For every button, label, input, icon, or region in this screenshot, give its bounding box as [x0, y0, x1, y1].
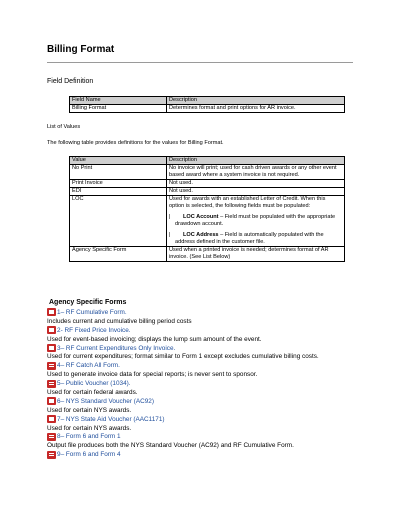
form-description: Used to generate invoice data for special reports; is never sent to sponsor. — [47, 371, 258, 379]
form-link-text: – RF Catch All Form. — [60, 362, 120, 370]
form-link-text: – NYS State Aid Voucher (AAC1171) — [60, 415, 165, 423]
pdf-icon — [47, 451, 56, 459]
loc-account-term: LOC Account — [183, 213, 219, 220]
form-description: Used for certain federal awards. — [47, 389, 138, 397]
description-cell: Used when a printed invoice is needed; determines format of AR invoice. (See List Below) — [167, 246, 345, 261]
value-cell: No Print — [70, 164, 167, 179]
table-row — [70, 195, 345, 246]
form-link-2[interactable] — [47, 326, 377, 335]
form-number: 2 — [57, 326, 61, 334]
bullet-marker: | — [169, 213, 171, 220]
form-link-3[interactable] — [47, 344, 377, 353]
form-number: 5 — [57, 380, 61, 388]
table-row — [70, 164, 345, 179]
column-header-description: Description — [167, 97, 345, 105]
form-link-text: - RF Fixed Price Invoice. — [60, 326, 131, 334]
form-link-6[interactable] — [47, 397, 377, 406]
values-table — [69, 156, 345, 262]
form-number: 3 — [57, 344, 61, 352]
description-cell: Not used. — [167, 179, 345, 187]
form-link-text: – RF Current Expenditures Only Invoice. — [60, 344, 176, 352]
table-row — [70, 179, 345, 187]
pdf-icon — [47, 344, 56, 352]
form-description: Output file produces both the NYS Standard Voucher (AC92) and RF Cumulative Form. — [47, 442, 294, 450]
form-link-text: – NYS Standard Voucher (AC92) — [60, 397, 154, 405]
pdf-icon — [47, 433, 56, 441]
loc-address-text: – Field is automatically populated with the address defined in the customer file. — [175, 231, 324, 245]
description-cell — [167, 195, 345, 246]
form-link-1[interactable] — [47, 308, 377, 317]
form-link-7[interactable] — [47, 415, 377, 424]
form-description: Includes current and cumulative billing period costs — [47, 317, 192, 325]
table-row — [70, 187, 345, 195]
form-link-text: – Public Voucher (1034). — [60, 380, 131, 388]
loc-address-term: LOC Address — [183, 231, 219, 238]
form-link-text: – RF Cumulative Form. — [60, 308, 127, 316]
pdf-icon — [47, 415, 56, 423]
agency-forms-section — [47, 298, 377, 459]
form-number: 1 — [57, 308, 61, 316]
pdf-icon — [47, 397, 56, 405]
form-description: Used for certain NYS awards. — [47, 406, 132, 414]
form-link-text: – Form 6 and Form 4 — [60, 451, 121, 459]
form-link-8[interactable] — [47, 432, 377, 441]
title-divider — [47, 62, 353, 63]
table-row — [70, 246, 345, 261]
value-cell: Agency Specific Form — [70, 246, 167, 261]
loc-address-bullet — [169, 232, 342, 246]
pdf-icon — [47, 380, 56, 388]
form-number: 9 — [57, 451, 61, 459]
form-link-5[interactable] — [47, 379, 377, 388]
description-cell: Not used. — [167, 187, 345, 195]
list-of-values-heading: List of Values — [47, 124, 81, 130]
pdf-icon — [47, 326, 56, 334]
description-cell: No invoice will print; used for cash driven awards or any other event based award where a system invoice is not required. — [167, 164, 345, 179]
form-link-4[interactable] — [47, 361, 377, 370]
form-description: Used for event-based invoicing; displays the lump sum amount of the event. — [47, 335, 262, 343]
pdf-icon — [47, 308, 56, 316]
form-number: 7 — [57, 415, 61, 423]
form-description: Used for certain NYS awards. — [47, 424, 132, 432]
table-header-row — [70, 157, 345, 165]
field-name-cell: Billing Format — [70, 104, 167, 112]
bullet-marker: | — [169, 231, 171, 238]
list-of-values-intro: The following table provides definitions for the values for Billing Format. — [47, 140, 224, 146]
field-definition-heading: Field Definition — [47, 78, 94, 85]
table-header-row — [70, 97, 345, 105]
value-cell: Print Invoice — [70, 179, 167, 187]
column-header-value: Value — [70, 157, 167, 165]
loc-account-text: – Field must be populated with the appropriate drawdown account. — [175, 213, 336, 227]
form-number: 4 — [57, 362, 61, 370]
column-header-description: Description — [167, 157, 345, 165]
form-number: 6 — [57, 397, 61, 405]
field-definition-table — [69, 96, 345, 113]
field-description-cell: Determines format and print options for AR invoice. — [167, 104, 345, 112]
form-link-9[interactable] — [47, 450, 377, 459]
form-description: Used for current expenditures; format similar to Form 1 except excludes cumulative billing costs. — [47, 353, 319, 361]
loc-description: Used for awards with an established Letter of Credit. When this option is selected, the following fields must be populated: — [169, 195, 326, 209]
page-title: Billing Format — [47, 44, 115, 55]
pdf-icon — [47, 362, 56, 370]
value-cell: LOC — [70, 195, 167, 246]
agency-forms-title: Agency Specific Forms — [49, 299, 127, 306]
form-number: 8 — [57, 433, 61, 441]
value-cell: EDI — [70, 187, 167, 195]
form-link-text: – Form 6 and Form 1 — [60, 433, 121, 441]
loc-account-bullet — [169, 214, 342, 228]
table-row — [70, 104, 345, 112]
column-header-field-name: Field Name — [70, 97, 167, 105]
